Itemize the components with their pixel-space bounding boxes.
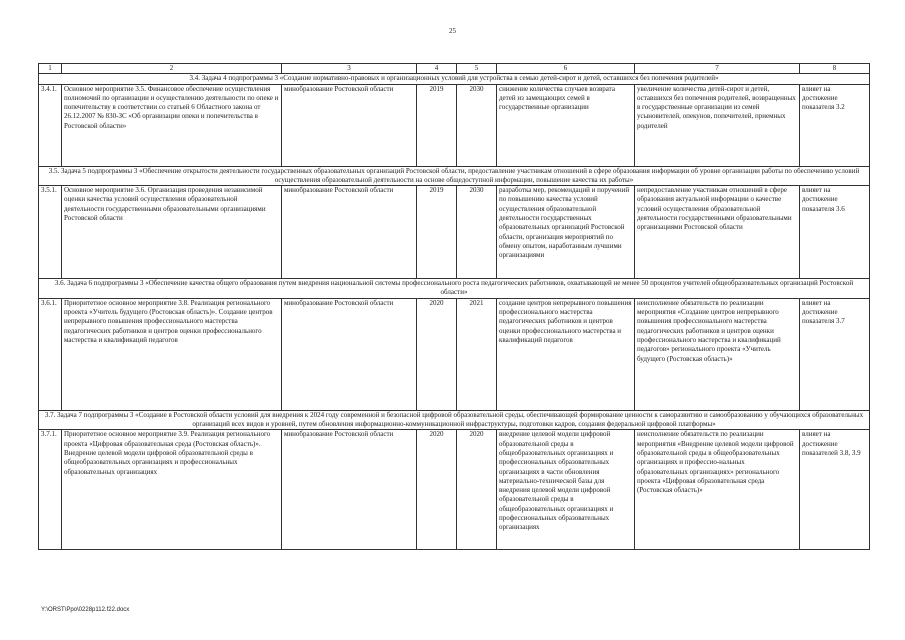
expected-result-cell: создание центров непрерывного повышения профессионального мастерства педагогических работников и центров оценки профессионального мастерства и квалификаций педагогов: [497, 298, 635, 410]
table-row: [39, 298, 870, 410]
end-year-cell: 2021: [457, 298, 497, 410]
section-heading-row: [39, 410, 870, 430]
expected-result-cell: разработка мер, рекомендаций и поручений по повышению качества условий осуществления образовательной деятельности государственных образовательных организаций Ростовской области, организация мероприятий по обмену опытом, наработанным лучшими организациями: [497, 186, 635, 279]
file-path-footer: Y:\ORST\Ppo\0228p112.f22.docx: [41, 607, 130, 613]
consequences-cell: непредоставление участникам отношений в сфере образования актуальной информации о качестве условий осуществления образовательной деятельности государственными образовательными организациями Ростовской области: [635, 186, 800, 279]
start-year-cell: 2020: [417, 430, 457, 550]
section-heading: 3.5. Задача 5 подпрограммы 3 «Обеспечение открытости деятельности государственных образовательных организаций Ростовской области, предоставление участникам отношений в сфере образования информации об уровне организации работы по обеспечению условий осуществления образовательной деятельности на основе общедоступной информации, повышение качества их работы»: [39, 166, 870, 186]
column-number: 4: [417, 64, 457, 74]
table-row: [39, 186, 870, 279]
indicator-link-cell: влияет на достижение показателей 3.8, 3.9: [800, 430, 870, 550]
column-number: 5: [457, 64, 497, 74]
consequences-cell: неисполнение обязательств по реализации мероприятия «Создание центров непрерывного повышения профессионального мастерства педагогических работников и центров оценки профессионального мастерства и квалификаций педагогов» регионального проекта «Учитель будущего (Ростовская область)»: [635, 298, 800, 410]
column-number: 2: [62, 64, 282, 74]
indicator-link-cell: влияет на достижение показателя 3.7: [800, 298, 870, 410]
table-row: [39, 430, 870, 550]
section-heading-row: [39, 166, 870, 186]
end-year-cell: 2030: [457, 84, 497, 166]
section-heading: 3.7. Задача 7 подпрограммы 3 «Создание в Ростовской области условий для внедрения к 2024 году современной и безопасной цифровой образовательной среды, обеспечивающей формирование ценности к саморазвитию и самообразованию у обучающихся образовательных организаций всех видов и уровней, путем обновления информационно-коммуникационной инфраструктуры, подготовки кадров, создания федеральной цифровой платформы»: [39, 410, 870, 430]
end-year-cell: 2030: [457, 186, 497, 279]
indicator-link-cell: влияет на достижение показателя 3.6: [800, 186, 870, 279]
activities-table: [38, 63, 870, 550]
activity-cell: Основное мероприятие 3.6. Организация проведения независимой оценки качества условий осуществления образовательной деятельности государственными образовательными организациями Ростовской области: [62, 186, 282, 279]
activity-cell: Приоритетное основное мероприятие 3.9. Реализация регионального проекта «Цифровая образовательная среда (Ростовская область)». Внедрение целевой модели цифровой образовательной среды в общеобразовательных организациях и профессиональных образовательных организациях: [62, 430, 282, 550]
page-number: 25: [449, 27, 456, 35]
consequences-cell: неисполнение обязательств по реализации мероприятия «Внедрение целевой модели цифровой образовательной среды в общеобразовательных организациях и профессио-нальных образовательных организациях» регионального проекта «Цифровая образовательная среда (Ростовская область)»: [635, 430, 800, 550]
consequences-cell: увеличение количества детей-сирот и детей, оставшихся без попечения родителей, возвращенных в государственные организации из семей усыновителей, опекунов, попечителей, приемных родителей: [635, 84, 800, 166]
row-number: 3.6.1.: [39, 298, 62, 410]
indicator-link-cell: влияет на достижение показателя 3.2: [800, 84, 870, 166]
start-year-cell: 2019: [417, 84, 457, 166]
executor-cell: минобразование Ростовской области: [282, 186, 417, 279]
column-number: 6: [497, 64, 635, 74]
end-year-cell: 2020: [457, 430, 497, 550]
expected-result-cell: снижение количества случаев возврата детей из замещающих семей в государственные организации: [497, 84, 635, 166]
column-number: 7: [635, 64, 800, 74]
row-number: 3.7.1.: [39, 430, 62, 550]
executor-cell: минобразование Ростовской области: [282, 298, 417, 410]
column-number: 3: [282, 64, 417, 74]
column-number-row: [39, 64, 870, 74]
section-heading: 3.6. Задача 6 подпрограммы 3 «Обеспечение качества общего образования путем внедрения национальной системы профессионального роста педагогических работников, охватывающей не менее 50 процентов учителей общеобразовательных организаций Ростовской области»: [39, 279, 870, 299]
start-year-cell: 2019: [417, 186, 457, 279]
start-year-cell: 2020: [417, 298, 457, 410]
expected-result-cell: внедрение целевой модели цифровой образовательной среды в общеобразовательных организациях и профессиональных образовательных организациях в части обновления материально-технической базы для внедрения целевой модели цифровой образовательной среды в общеобразовательных организациях и профессиональных образовательных организациях: [497, 430, 635, 550]
row-number: 3.5.1.: [39, 186, 62, 279]
column-number: 1: [39, 64, 62, 74]
row-number: 3.4.1.: [39, 84, 62, 166]
activity-cell: Приоритетное основное мероприятие 3.8. Реализация регионального проекта «Учитель будущего (Ростовская область)». Создание центров непрерывного повышения профессионального мастерства педагогических работников и центров оценки профессионального мастерства и квалификаций педагогов: [62, 298, 282, 410]
section-heading: 3.4. Задача 4 подпрограммы 3 «Создание нормативно-правовых и организационных условий для устройства в семью детей-сирот и детей, оставшихся без попечения родителей»: [39, 74, 870, 84]
executor-cell: минобразование Ростовской области: [282, 84, 417, 166]
table-row: [39, 84, 870, 166]
section-heading-row: [39, 279, 870, 299]
executor-cell: минобразование Ростовской области: [282, 430, 417, 550]
activity-cell: Основное мероприятие 3.5. Финансовое обеспечение осуществления полномочий по организации и осуществлению деятельности по опеке и попечительству в соответствии со статьей 6 Областного закона от 26.12.2007 № 830-ЗС «Об организации опеки и попечительства в Ростовской области»: [62, 84, 282, 166]
section-heading-row: [39, 74, 870, 84]
column-number: 8: [800, 64, 870, 74]
